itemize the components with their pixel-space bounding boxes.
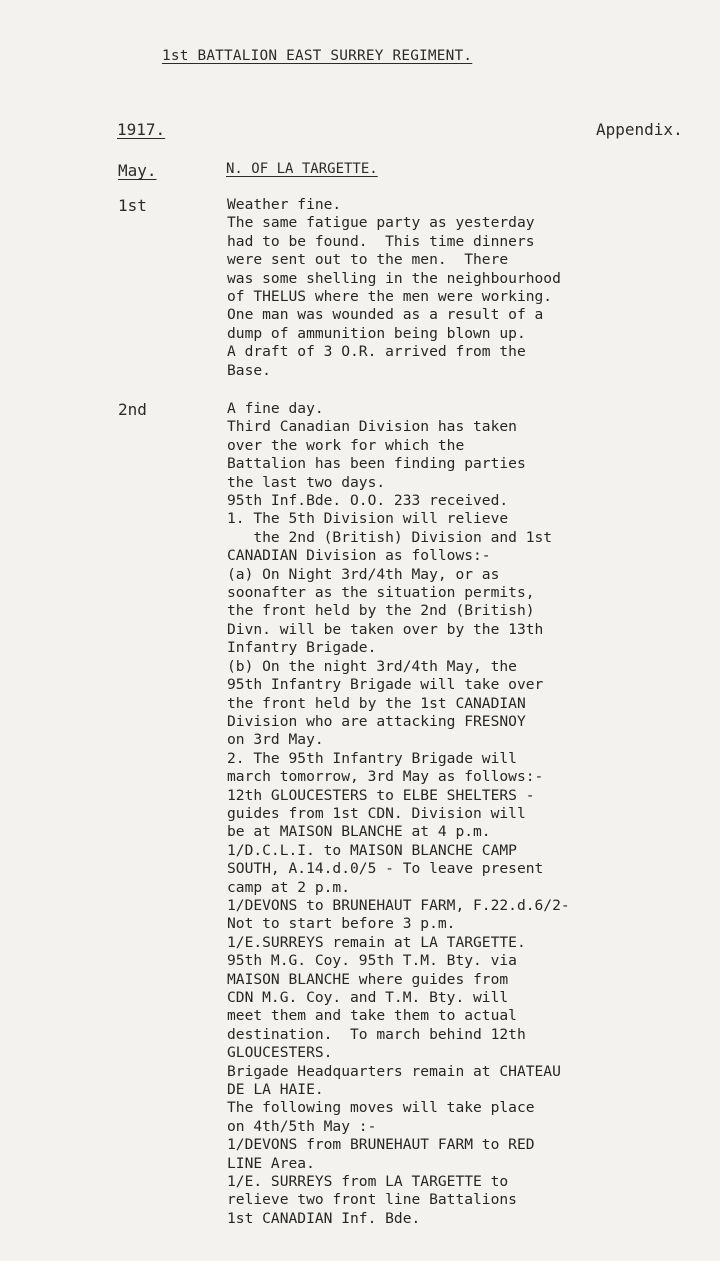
entry-date-2nd: 2nd xyxy=(118,400,147,419)
location-heading: N. OF LA TARGETTE. xyxy=(226,161,378,177)
document-title: 1st BATTALION EAST SURREY REGIMENT. xyxy=(162,48,473,64)
year-label: 1917. xyxy=(117,120,166,139)
entry-text-2nd: A fine day. Third Canadian Division has taken over the work for which the Battalion has been finding parties the last two days. 95th Inf.Bde. O.O. 233 received. 1. The 5th Division will relieve the 2nd (British) Division and 1st CANADIAN Division as follows:- (a) On Night 3rd/4th May, or as soonafter as the situation permits, the front held by the 2nd (British) Divn. will be taken over by the 13th Infantry Brigade. (b) On the night 3rd/4th May, the 95th Infantry Brigade will take over the front held by the 1st CANADIAN Division who are attacking FRESNOY on 3rd May. 2. The 95th Infantry Brigade will march tomorrow, 3rd May as follows:- 12th GLOUCESTERS to ELBE SHELTERS - guides from 1st CDN. Division will be at MAISON BLANCHE at 4 p.m. 1/D.C.L.I. to MAISON BLANCHE CAMP SOUTH, A.14.d.0/5 - To leave present camp at 2 p.m. 1/DEVONS to BRUNEHAUT FARM, F.22.d.6/2- Not to start before 3 p.m. 1/E.SURREYS remain at LA TARGETTE. 95th M.G. Coy. 95th T.M. Bty. via MAISON BLANCHE where guides from CDN M.G. Coy. and T.M. Bty. will meet them and take them to actual destination. To march behind 12th GLOUCESTERS. Brigade Headquarters remain at CHATEAU DE LA HAIE. The following moves will take place on 4th/5th May :- 1/DEVONS from BRUNEHAUT FARM to RED LINE Area. 1/E. SURREYS from LA TARGETTE to relieve two front line Battalions 1st CANADIAN Inf. Bde. xyxy=(227,400,570,1227)
month-label: May. xyxy=(118,161,157,180)
appendix-label: Appendix. xyxy=(596,120,683,139)
entry-date-1st: 1st xyxy=(118,196,147,215)
entry-text-1st: Weather fine. The same fatigue party as yesterday had to be found. This time dinners were sent out to the men. There was some shelling in the neighbourhood of THELUS where the men were working. One man was wounded as a result of a dump of ammunition being blown up. A draft of 3 O.R. arrived from the Base. xyxy=(227,196,561,379)
